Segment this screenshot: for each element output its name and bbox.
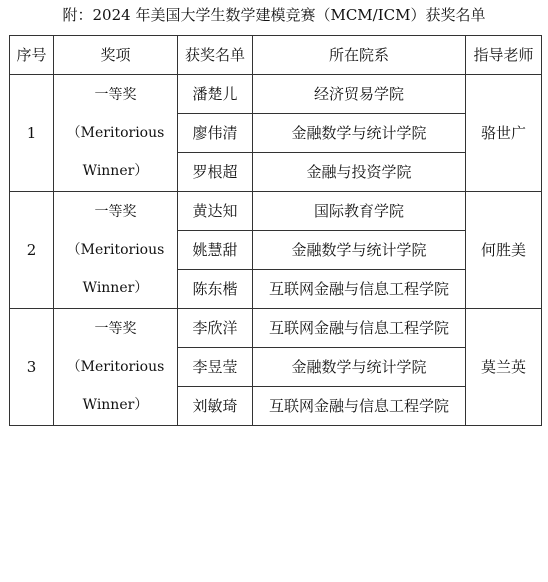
award-cell <box>54 192 178 309</box>
member-college: 国际教育学院 <box>253 192 466 231</box>
member-college: 互联网金融与信息工程学院 <box>253 387 466 426</box>
table-row <box>10 75 542 114</box>
advisor-name: 骆世广 <box>466 75 542 192</box>
header-name: 获奖名单 <box>178 36 253 75</box>
award-level: 一等奖 <box>94 321 137 337</box>
member-name: 姚慧甜 <box>178 231 253 270</box>
table-header-row <box>10 36 542 75</box>
member-college: 互联网金融与信息工程学院 <box>253 309 466 348</box>
award-english-2: Winner） <box>82 163 149 179</box>
group-number: 2 <box>10 192 54 309</box>
award-english-1: （Meritorious <box>66 359 165 375</box>
member-name: 罗根超 <box>178 153 253 192</box>
member-college: 经济贸易学院 <box>253 75 466 114</box>
award-cell <box>54 75 178 192</box>
header-award: 奖项 <box>54 36 178 75</box>
member-college: 金融数学与统计学院 <box>253 348 466 387</box>
header-college: 所在院系 <box>253 36 466 75</box>
table-row <box>10 192 542 231</box>
member-name: 刘敏琦 <box>178 387 253 426</box>
document-title: 附：2024 年美国大学生数学建模竞赛（MCM/ICM）获奖名单 <box>62 6 486 24</box>
member-college: 互联网金融与信息工程学院 <box>253 270 466 309</box>
award-cell <box>54 309 178 426</box>
member-name: 李昱莹 <box>178 348 253 387</box>
header-no: 序号 <box>10 36 54 75</box>
award-level: 一等奖 <box>94 204 137 220</box>
award-english-1: （Meritorious <box>66 242 165 258</box>
award-english-2: Winner） <box>82 397 149 413</box>
award-table <box>9 35 542 426</box>
member-name: 陈东楷 <box>178 270 253 309</box>
group-number: 1 <box>10 75 54 192</box>
member-college: 金融数学与统计学院 <box>253 231 466 270</box>
member-name: 潘楚儿 <box>178 75 253 114</box>
advisor-name: 何胜美 <box>466 192 542 309</box>
header-advisor: 指导老师 <box>466 36 542 75</box>
award-english-1: （Meritorious <box>66 125 165 141</box>
member-name: 李欣洋 <box>178 309 253 348</box>
table-row <box>10 309 542 348</box>
advisor-name: 莫兰英 <box>466 309 542 426</box>
member-college: 金融与投资学院 <box>253 153 466 192</box>
award-level: 一等奖 <box>94 87 137 103</box>
member-college: 金融数学与统计学院 <box>253 114 466 153</box>
group-number: 3 <box>10 309 54 426</box>
member-name: 廖伟清 <box>178 114 253 153</box>
award-english-2: Winner） <box>82 280 149 296</box>
member-name: 黄达知 <box>178 192 253 231</box>
